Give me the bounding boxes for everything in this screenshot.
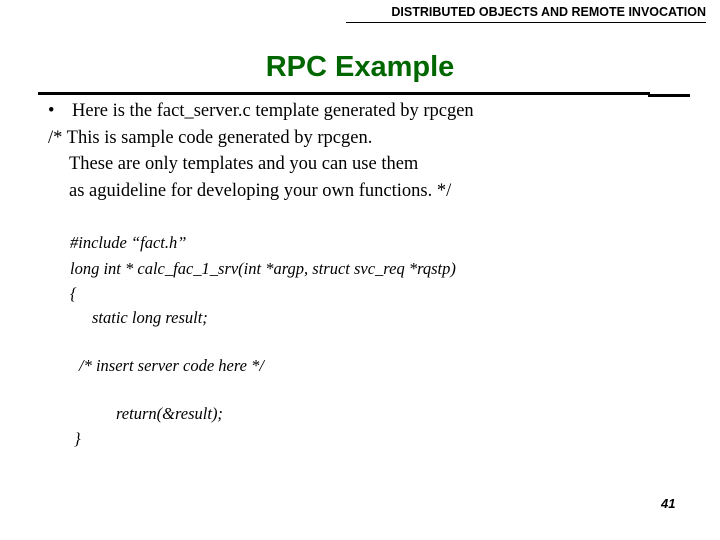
bullet-line (48, 99, 474, 123)
code-include: #include “fact.h” (70, 233, 187, 252)
comment-line-1: /* This is sample code generated by rpcgen. (48, 128, 373, 148)
code-return: return(&result); (116, 404, 223, 423)
title-underline-tail (648, 94, 690, 97)
bullet-icon: • (48, 101, 55, 121)
bullet-text: Here is the fact_server.c template generated by rpcgen (72, 101, 474, 121)
comment-line-2: These are only templates and you can use them (69, 154, 419, 174)
code-static-declaration: static long result; (92, 308, 208, 327)
slide-title: RPC Example (265, 51, 455, 83)
page-number: 41 (661, 496, 676, 511)
code-function-signature: long int * calc_fac_1_srv(int *argp, struct svc_req *rqstp) (70, 259, 456, 278)
code-close-brace: } (74, 429, 81, 448)
code-open-brace: { (70, 284, 77, 303)
title-underline (38, 92, 650, 95)
course-header: DISTRIBUTED OBJECTS AND REMOTE INVOCATION (346, 5, 706, 23)
code-comment: /* insert server code here */ (79, 356, 264, 375)
comment-line-3: as aguideline for developing your own functions. */ (69, 181, 452, 201)
